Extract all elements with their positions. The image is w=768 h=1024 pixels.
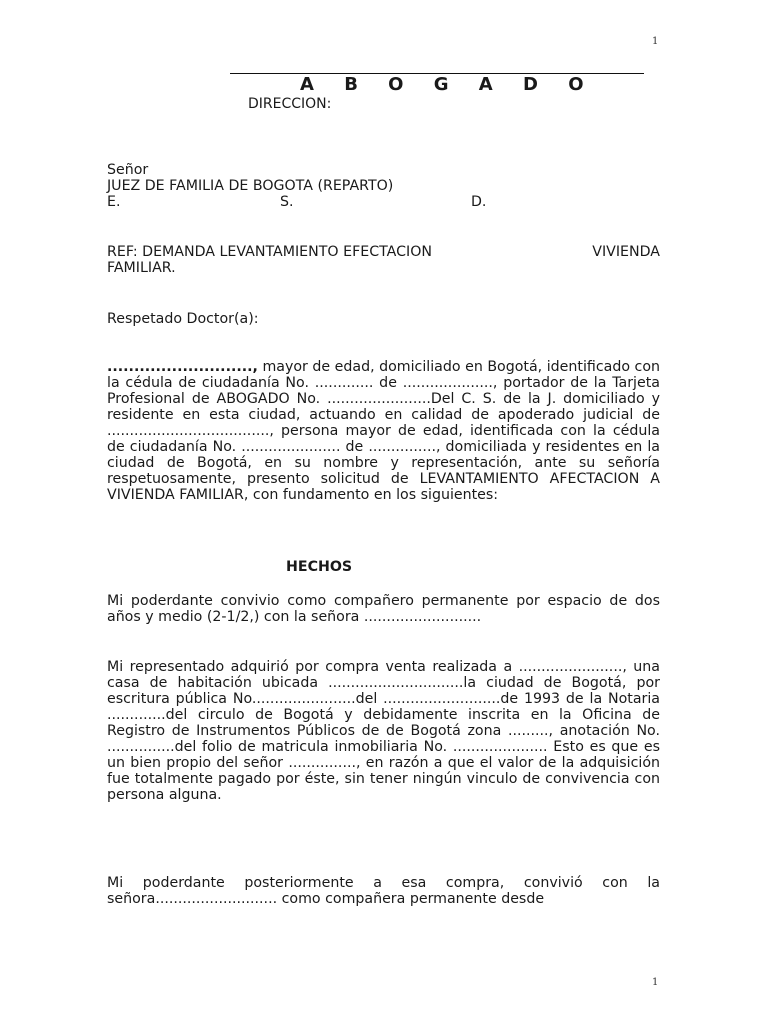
reference-left: REF: DEMANDA LEVANTAMIENTO EFECTACION [107,244,432,260]
reference-right: VIVIENDA [592,244,660,260]
page-number-bottom: 1 [652,977,659,988]
intro-paragraph [107,359,660,503]
reference-line-2: FAMILIAR. [107,260,176,276]
addressee: JUEZ DE FAMILIA DE BOGOTA (REPARTO) [107,178,394,194]
salutation-line: Señor [107,162,149,178]
esd-s: S. [280,194,294,210]
esd-d: D. [471,194,487,210]
facts-heading: HECHOS [286,559,353,575]
paragraph-3: Mi poderdante posteriormente a esa compra, convivió con la señora........................... como compañera permanente desde [107,875,660,907]
page-number-top: 1 [652,36,659,47]
intro-bold-lead: ..........................., [107,359,258,375]
paragraph-1: Mi poderdante convivio como compañero permanente por espacio de dos años y medio (2-1/2,) con la señora .......................... [107,593,660,625]
reference-line [107,244,660,260]
document-title: A B O G A D O [300,74,596,95]
intro-text: mayor de edad, domiciliado en Bogotá, identificado con la cédula de ciudadanía No. ............. de ...................., portador de la Tarjeta Profesional de ABOGADO No. .......................Del C. S. de la J. domiciliado y residente en esta ciudad, actuando en calidad de apoderado judicial de ...................................., persona mayor de edad, identificada con la cédula de ciudadanía No. ...................... de ..............., domiciliada y residentes en la ciudad de Bogotá, en su nombre y representación, ante su señoría respetuosamente, presento solicitud de LEVANTAMIENTO AFECTACION A VIVIENDA FAMILIAR, con fundamento en los siguientes: [107,359,660,503]
greeting: Respetado Doctor(a): [107,311,259,327]
paragraph-2: Mi representado adquirió por compra venta realizada a ......................., una casa de habitación ubicada ..............................la ciudad de Bogotá, por escritura pública No.......................del ..........................de 1993 de la Notaria .............del circulo de Bogotá y debidamente inscrita en la Oficina de Registro de Instrumentos Públicos de de Bogotá zona ........., anotación No. ...............del folio de matricula inmobiliaria No. ..................... Esto es que es un bien propio del señor ..............., en razón a que el valor de la adquisición fue totalmente pagado por éste, sin tener ningún vinculo de convivencia con persona alguna. [107,659,660,803]
esd-e: E. [107,194,121,210]
address-label: DIRECCION: [248,96,332,112]
